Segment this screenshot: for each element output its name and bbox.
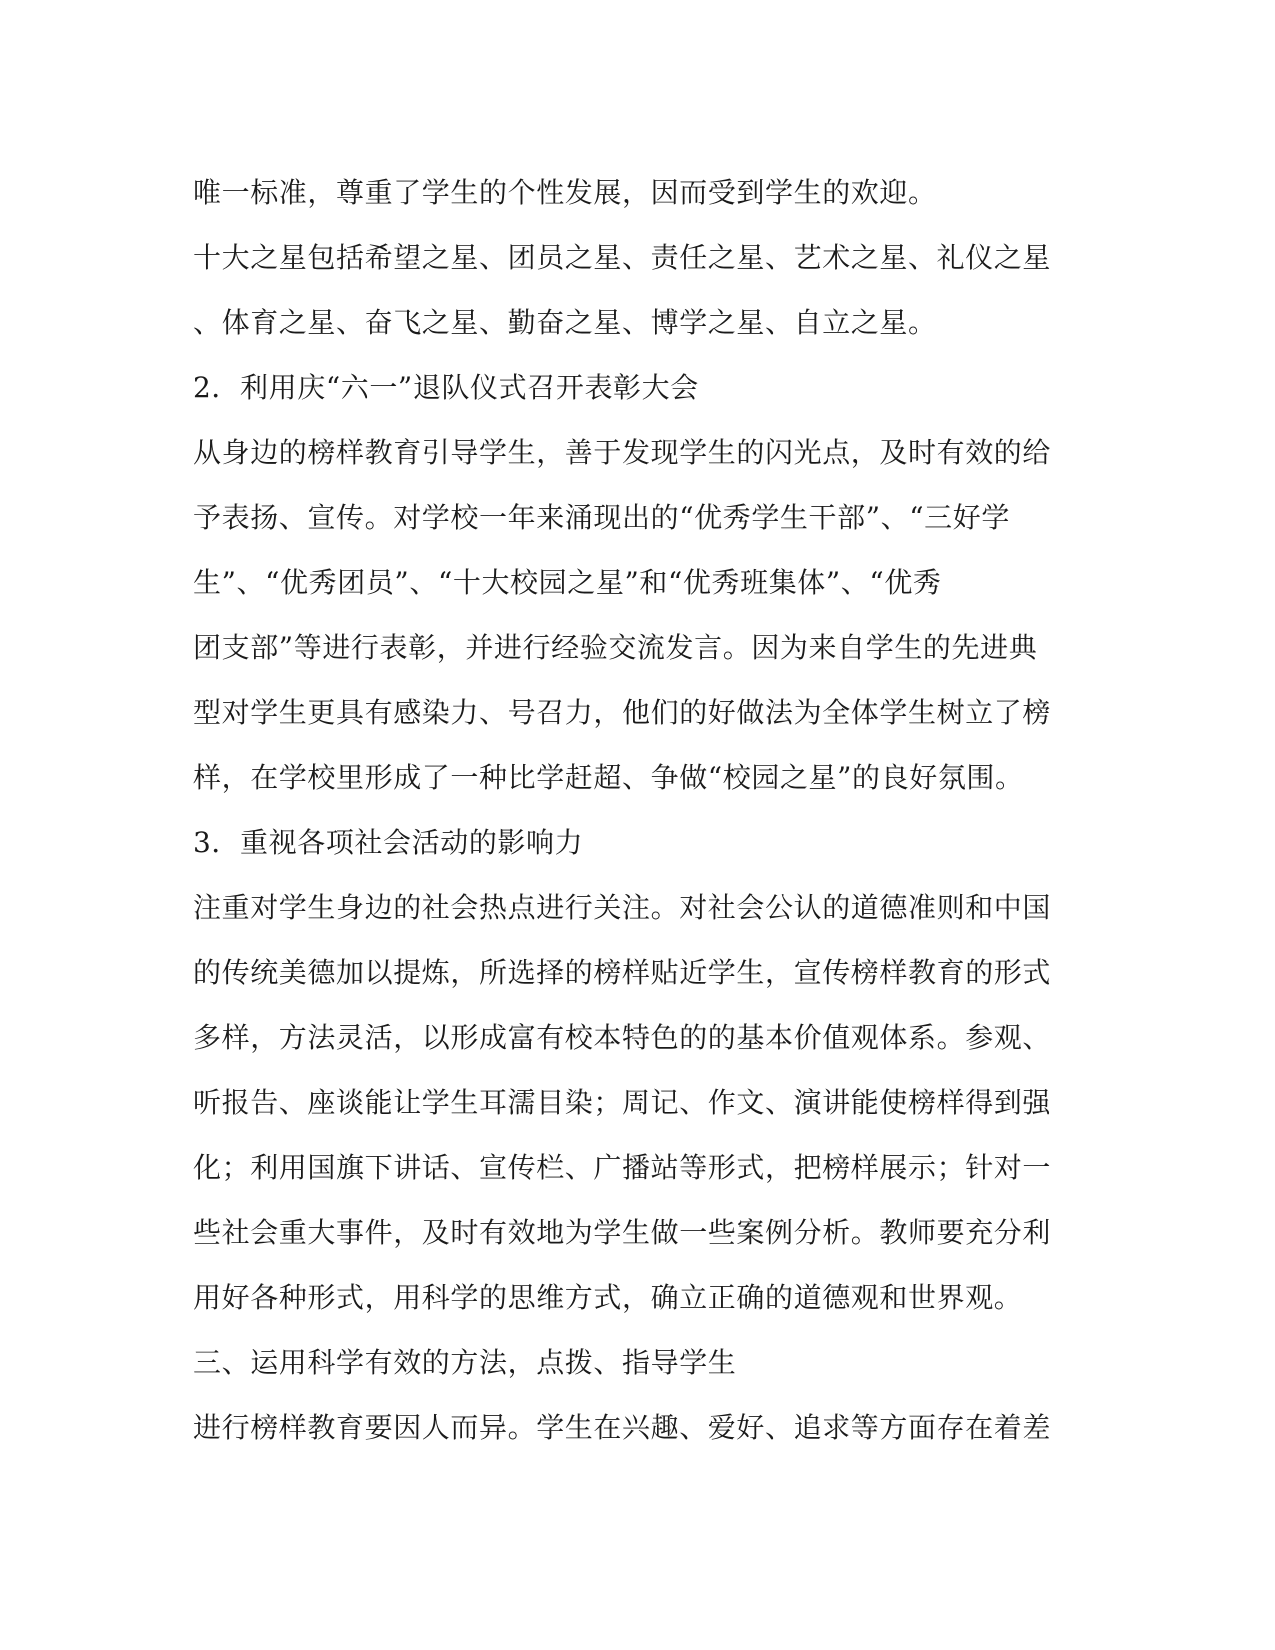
text-line: 听报告、座谈能让学生耳濡目染；周记、作文、演讲能使榜样得到强 (193, 1086, 1052, 1119)
text-line: 、体育之星、奋飞之星、勤奋之星、博学之星、自立之星。 (193, 306, 937, 339)
text-line: 进行榜样教育要因人而异。学生在兴趣、爱好、追求等方面存在着差 (193, 1411, 1052, 1444)
text-line: 些社会重大事件，及时有效地为学生做一些案例分析。教师要充分利 (193, 1216, 1052, 1249)
text-line: 的传统美德加以提炼，所选择的榜样贴近学生，宣传榜样教育的形式 (193, 956, 1052, 989)
text-line: 十大之星包括希望之星、团员之星、责任之星、艺术之星、礼仪之星 (193, 241, 1052, 274)
text-line: 样，在学校里形成了一种比学赶超、争做“校园之星”的良好氛围。 (193, 761, 1024, 794)
text-line: 型对学生更具有感染力、号召力，他们的好做法为全体学生树立了榜 (193, 696, 1052, 729)
section-heading: 3．重视各项社会活动的影响力 (193, 826, 584, 859)
section-heading: 2．利用庆“六一”退队仪式召开表彰大会 (193, 371, 699, 404)
text-line: 生”、“优秀团员”、“十大校园之星”和“优秀班集体”、“优秀 (193, 566, 942, 599)
section-heading: 三、运用科学有效的方法，点拨、指导学生 (193, 1346, 737, 1379)
text-line: 团支部”等进行表彰，并进行经验交流发言。因为来自学生的先进典 (193, 631, 1038, 664)
text-line: 用好各种形式，用科学的思维方式，确立正确的道德观和世界观。 (193, 1281, 1023, 1314)
text-line: 化；利用国旗下讲话、宣传栏、广播站等形式，把榜样展示；针对一 (193, 1151, 1052, 1184)
text-line: 从身边的榜样教育引导学生，善于发现学生的闪光点，及时有效的给 (193, 436, 1052, 469)
text-line: 注重对学生身边的社会热点进行关注。对社会公认的道德准则和中国 (193, 891, 1052, 924)
text-line: 予表扬、宣传。对学校一年来涌现出的“优秀学生干部”、“三好学 (193, 501, 1010, 534)
text-line: 多样，方法灵活，以形成富有校本特色的的基本价值观体系。参观、 (193, 1021, 1052, 1054)
text-line: 唯一标准，尊重了学生的个性发展，因而受到学生的欢迎。 (193, 176, 937, 209)
document-body (193, 160, 1073, 1460)
